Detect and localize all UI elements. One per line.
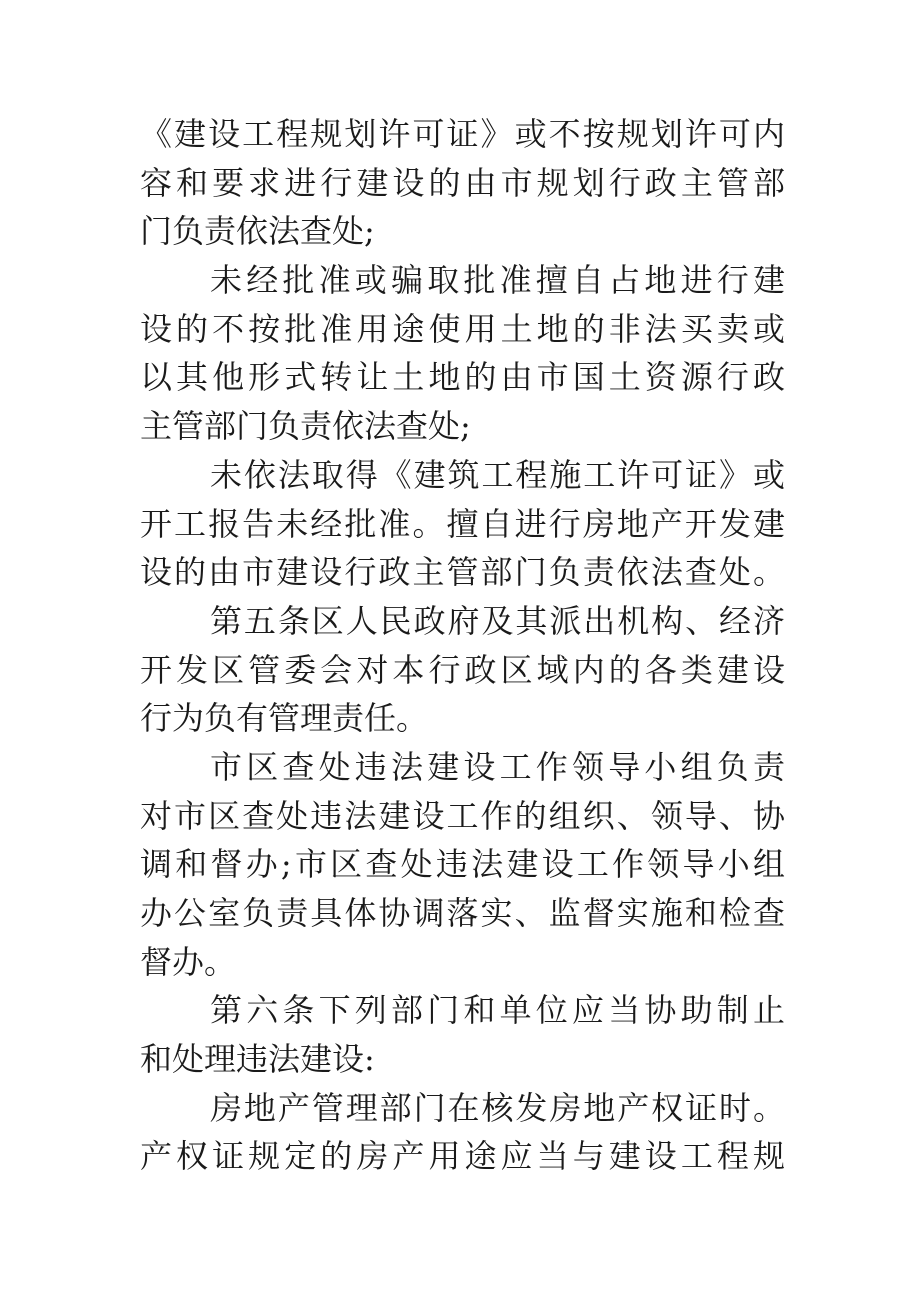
text-line: 调和督办;市区查处违法建设工作领导小组: [140, 845, 785, 884]
text-line: 主管部门负责依法查处;: [140, 407, 471, 446]
text-line: 行为负有管理责任。: [140, 699, 429, 738]
text-line: 以其他形式转让土地的由市国土资源行政: [140, 358, 785, 397]
text-line: 对市区查处违法建设工作的组织、领导、协: [140, 796, 785, 835]
text-line: 《建设工程规划许可证》或不按规划许可内: [140, 115, 785, 153]
text-line: 开发区管委会对本行政区域内的各类建设: [140, 650, 785, 689]
text-line: 门负责依法查处;: [140, 212, 375, 251]
document-body: [140, 110, 785, 1181]
text-line: 产权证规定的房产用途应当与建设工程规: [140, 1137, 785, 1176]
text-line: 第五条区人民政府及其派出机构、经济: [210, 601, 785, 640]
text-line: 设的不按批准用途使用土地的非法买卖或: [140, 309, 785, 348]
text-line: 开工报告未经批准。擅自进行房地产开发建: [140, 504, 785, 543]
text-line: 房地产管理部门在核发房地产权证时。: [210, 1088, 785, 1127]
text-line: 第六条下列部门和单位应当协助制止: [210, 991, 785, 1030]
text-line: 和处理违法建设:: [140, 1040, 375, 1079]
text-line: 未经批准或骗取批准擅自占地进行建: [210, 261, 785, 300]
text-line: 设的由市建设行政主管部门负责依法查处。: [140, 553, 785, 592]
text-line: 未依法取得《建筑工程施工许可证》或: [210, 455, 785, 494]
text-line: 办公室负责具体协调落实、监督实施和检查: [140, 894, 785, 932]
text-line: 容和要求进行建设的由市规划行政主管部: [140, 163, 785, 202]
text-line: 督办。: [140, 942, 237, 981]
text-line: 市区查处违法建设工作领导小组负责: [210, 747, 785, 786]
